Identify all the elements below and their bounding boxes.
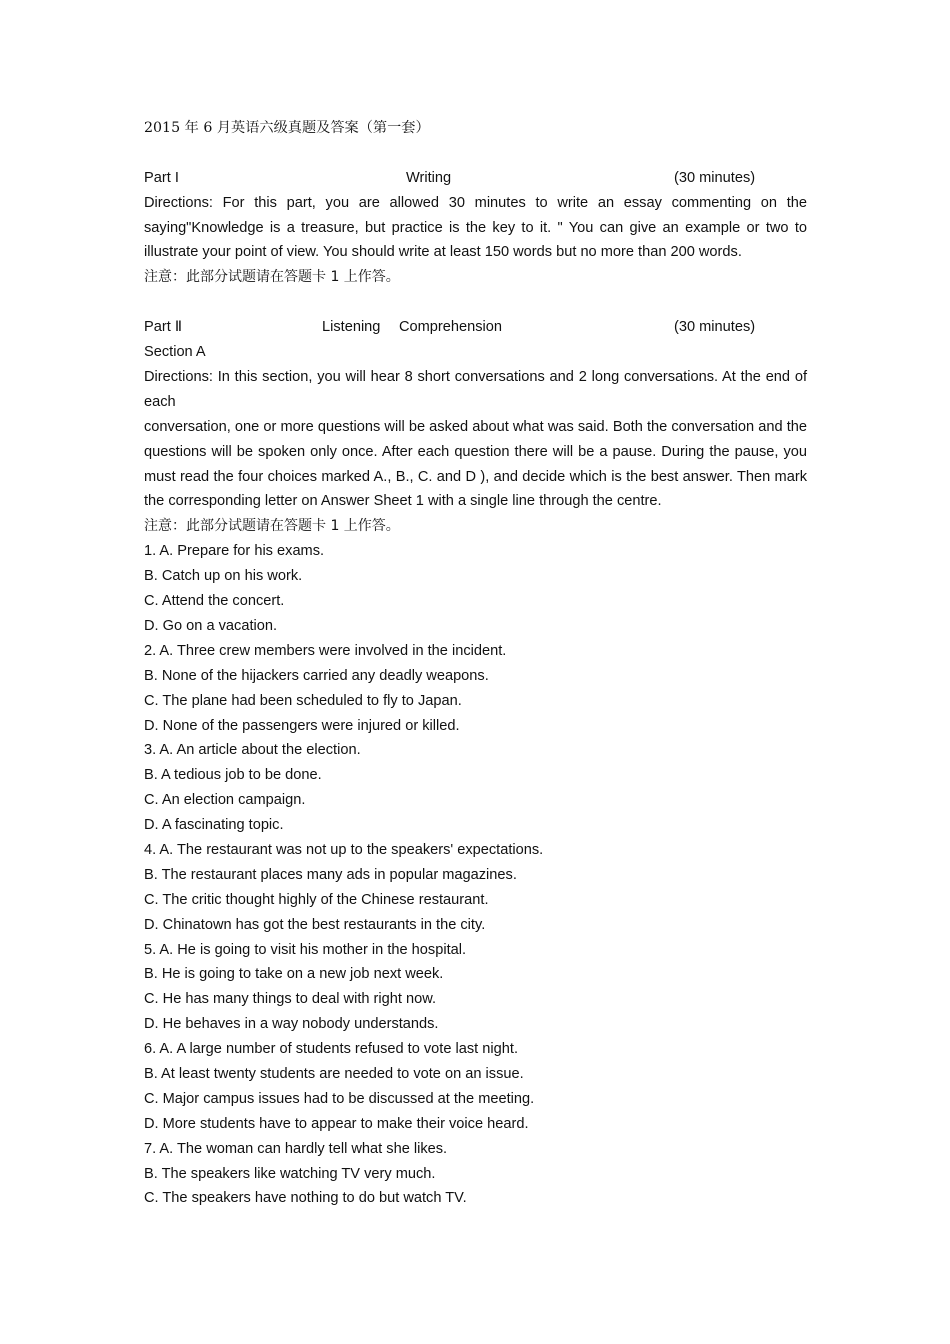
question-list: [144, 539, 807, 1211]
list-item: C. The plane had been scheduled to fly to Japan.: [144, 692, 462, 709]
part1-time: (30 minutes): [674, 169, 756, 186]
part1-name: Writing: [406, 169, 452, 186]
list-item: C. He has many things to deal with right now.: [144, 991, 437, 1008]
document-title: 2015 年 6 月英语六级真题及答案（第一套）: [144, 120, 430, 136]
section-a-heading: Section A: [144, 344, 206, 361]
list-item: B. None of the hijackers carried any deadly weapons.: [144, 667, 489, 684]
list-item: C. An election campaign.: [144, 792, 306, 809]
part2-header: [144, 315, 807, 340]
list-item: D. Chinatown has got the best restaurants in the city.: [144, 916, 486, 933]
list-item: D. More students have to appear to make their voice heard.: [144, 1115, 529, 1132]
part1-label: Part I: [144, 169, 179, 186]
part2-name-1: Listening: [322, 319, 381, 336]
part1-directions: Directions: For this part, you are allowed 30 minutes to write an essay commenting on the saying"Knowledge is a treasure, but practice is the key to it. " You can give an example or two to illustrate your point of view. You should write at least 150 words but no more than 200 words.: [144, 194, 807, 261]
list-item: 1. A. Prepare for his exams.: [144, 543, 325, 560]
part2-directions-2: conversation, one or more questions will be asked about what was said. Both the conversation and the questions will be spoken only once. After each question there will be a pause. During the pause, you must read the four choices marked A., B., C. and D ), and decide which is the best answer. Then mark the corresponding letter on Answer Sheet 1 with a single line through the centre.: [144, 418, 807, 510]
list-item: 6. A. A large number of students refused to vote last night.: [144, 1041, 518, 1058]
part2-note: 注意：此部分试题请在答题卡 1 上作答。: [144, 518, 400, 535]
list-item: 4. A. The restaurant was not up to the speakers' expectations.: [144, 841, 544, 858]
part2-name-2: Comprehension: [399, 319, 503, 336]
list-item: 3. A. An article about the election.: [144, 742, 361, 759]
list-item: C. The critic thought highly of the Chinese restaurant.: [144, 891, 489, 908]
part2-label: Part Ⅱ: [144, 319, 183, 336]
list-item: D. He behaves in a way nobody understands.: [144, 1016, 439, 1033]
list-item: B. The speakers like watching TV very much.: [144, 1165, 436, 1182]
list-item: B. The restaurant places many ads in popular magazines.: [144, 866, 517, 883]
spacer: [144, 290, 807, 315]
list-item: B. Catch up on his work.: [144, 568, 303, 585]
list-item: B. At least twenty students are needed to vote on an issue.: [144, 1065, 524, 1082]
part1-header: [144, 166, 807, 191]
part2-directions-1: Directions: In this section, you will hear 8 short conversations and 2 long conversations. At the end of each: [144, 368, 807, 410]
document-page: [144, 116, 807, 1211]
part1-note: 注意：此部分试题请在答题卡 1 上作答。: [144, 269, 400, 286]
list-item: C. The speakers have nothing to do but watch TV.: [144, 1190, 467, 1207]
list-item: D. A fascinating topic.: [144, 817, 284, 834]
list-item: B. He is going to take on a new job next week.: [144, 966, 444, 983]
spacer: [144, 141, 807, 166]
list-item: D. Go on a vacation.: [144, 617, 278, 634]
list-item: C. Attend the concert.: [144, 593, 285, 610]
list-item: B. A tedious job to be done.: [144, 767, 322, 784]
list-item: 7. A. The woman can hardly tell what she likes.: [144, 1140, 448, 1157]
list-item: 2. A. Three crew members were involved in the incident.: [144, 642, 507, 659]
part2-time: (30 minutes): [674, 319, 756, 336]
list-item: 5. A. He is going to visit his mother in the hospital.: [144, 941, 467, 958]
list-item: C. Major campus issues had to be discussed at the meeting.: [144, 1090, 535, 1107]
list-item: D. None of the passengers were injured or killed.: [144, 717, 460, 734]
